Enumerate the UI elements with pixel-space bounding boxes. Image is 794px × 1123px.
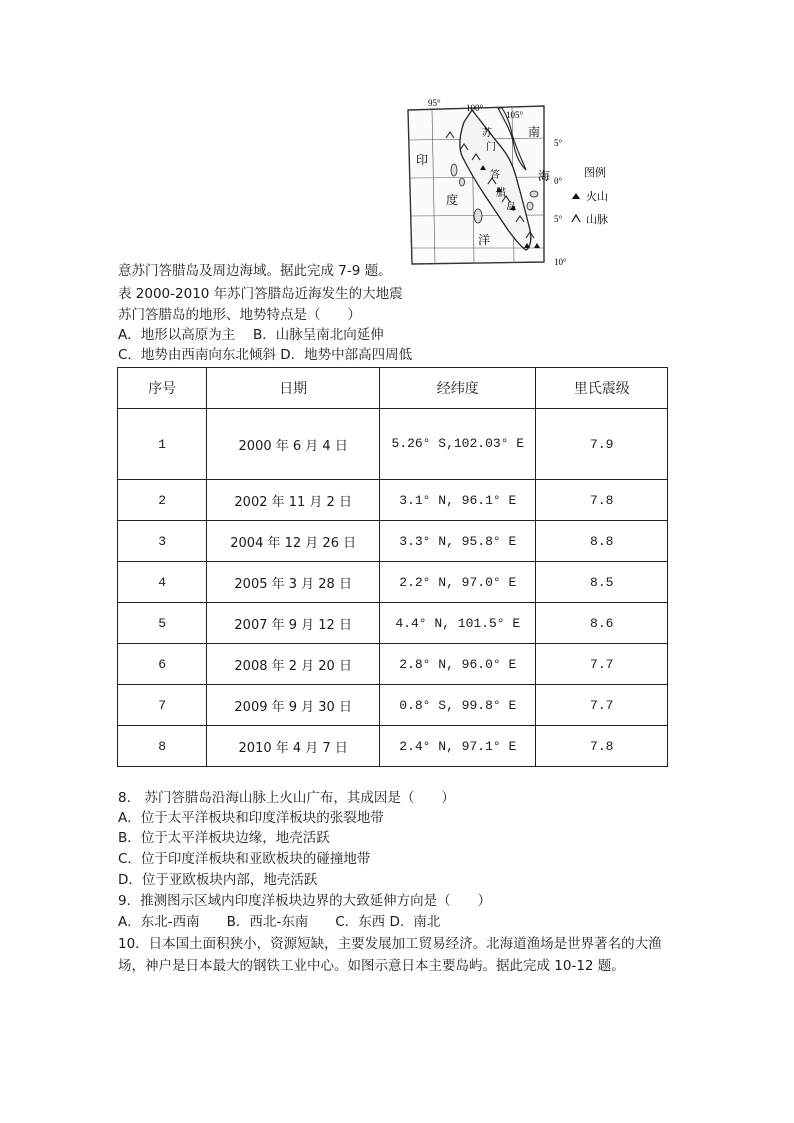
q7-options-ab: A．地形以高原为主 B．山脉呈南北向延伸 — [118, 327, 384, 343]
cell-magnitude: 7.9 — [536, 409, 668, 480]
q8-option-d: D．位于亚欧板块内部，地壳活跃 — [118, 872, 318, 888]
table-row — [118, 603, 668, 644]
cell-date: 2005 年 3 月 28 日 — [207, 562, 380, 603]
cell-no: 3 — [118, 521, 207, 562]
table-row — [118, 480, 668, 521]
legend-volcano-label: 火山 — [586, 190, 608, 203]
lat-label-5s: 5° — [554, 214, 563, 224]
table-row — [118, 726, 668, 767]
legend-mountain-label: 山脉 — [586, 213, 608, 226]
lon-label-100: 100° — [466, 103, 484, 113]
cell-date: 2004 年 12 月 26 日 — [207, 521, 380, 562]
cell-magnitude: 7.8 — [536, 726, 668, 767]
intro-line-1: 意苏门答腊岛及周边海域。据此完成 7-9 题。 — [118, 263, 392, 279]
label-yang: 洋 — [478, 233, 491, 247]
q9-options: A．东北-西南 B．西北-东南 C．东西 D．南北 — [118, 914, 441, 930]
table-row — [118, 521, 668, 562]
header-no: 序号 — [118, 368, 207, 409]
cell-date: 2010 年 4 月 7 日 — [207, 726, 380, 767]
header-magnitude: 里氏震级 — [536, 368, 668, 409]
island-char-su: 苏 — [482, 128, 492, 139]
cell-magnitude: 8.6 — [536, 603, 668, 644]
lat-label-5n: 5° — [554, 138, 563, 148]
cell-no: 4 — [118, 562, 207, 603]
cell-date: 2007 年 9 月 12 日 — [207, 603, 380, 644]
lon-label-95: 95° — [428, 98, 441, 108]
cell-coord: 5.26° S,102.03° E — [380, 409, 536, 480]
table-row — [118, 562, 668, 603]
earthquake-table — [117, 367, 668, 767]
island-char-la: 腊 — [496, 188, 506, 199]
cell-coord: 2.2° N, 97.0° E — [380, 562, 536, 603]
q7-options-cd: C．地势由西南向东北倾斜 D．地势中部高四周低 — [118, 347, 413, 363]
q9-stem: 9．推测图示区域内印度洋板块边界的大致延伸方向是（ ） — [118, 893, 492, 909]
table-row — [118, 685, 668, 726]
cell-coord: 0.8° S, 99.8° E — [380, 685, 536, 726]
island-char-da: 答 — [490, 170, 500, 181]
cell-no: 8 — [118, 726, 207, 767]
label-nan: 南 — [528, 125, 541, 139]
volcano-icon — [572, 193, 580, 199]
cell-no: 7 — [118, 685, 207, 726]
header-date: 日期 — [207, 368, 380, 409]
cell-no: 1 — [118, 409, 207, 480]
cell-no: 2 — [118, 480, 207, 521]
table-caption: 表 2000-2010 年苏门答腊岛近海发生的大地震 — [118, 286, 403, 302]
q8-option-a: A．位于太平洋板块和印度洋板块的张裂地带 — [118, 810, 384, 826]
label-hai: 海 — [538, 169, 551, 183]
legend-title: 图例 — [584, 166, 606, 179]
q7-stem: 苏门答腊岛的地形、地势特点是（ ） — [118, 307, 361, 323]
cell-coord: 2.8° N, 96.0° E — [380, 644, 536, 685]
label-yin: 印 — [416, 153, 429, 167]
island-char-dao: 岛 — [506, 202, 516, 213]
sumatra-map — [402, 98, 632, 270]
q10-line-1: 10．日本国土面积狭小，资源短缺，主要发展加工贸易经济。北海道渔场是世界著名的大渔 — [118, 936, 662, 952]
cell-date: 2000 年 6 月 4 日 — [207, 409, 380, 480]
cell-no: 6 — [118, 644, 207, 685]
mountain-icon — [572, 215, 580, 222]
cell-magnitude: 8.5 — [536, 562, 668, 603]
q8-stem: 8. 苏门答腊岛沿海山脉上火山广布，其成因是（ ） — [118, 790, 455, 806]
cell-date: 2009 年 9 月 30 日 — [207, 685, 380, 726]
lat-label-0: 0° — [554, 176, 563, 186]
q10-line-2: 场，神户是日本最大的钢铁工业中心。如图示意日本主要岛屿。据此完成 10-12 题。 — [118, 958, 625, 974]
cell-date: 2002 年 11 月 2 日 — [207, 480, 380, 521]
cell-magnitude: 7.7 — [536, 685, 668, 726]
cell-coord: 3.3° N, 95.8° E — [380, 521, 536, 562]
cell-coord: 4.4° N, 101.5° E — [380, 603, 536, 644]
cell-magnitude: 8.8 — [536, 521, 668, 562]
lon-label-105: 105° — [506, 110, 524, 120]
cell-coord: 2.4° N, 97.1° E — [380, 726, 536, 767]
cell-coord: 3.1° N, 96.1° E — [380, 480, 536, 521]
cell-no: 5 — [118, 603, 207, 644]
q8-option-c: C．位于印度洋板块和亚欧板块的碰撞地带 — [118, 851, 371, 867]
header-coord: 经纬度 — [380, 368, 536, 409]
island-char-men: 门 — [486, 142, 496, 153]
cell-date: 2008 年 2 月 20 日 — [207, 644, 380, 685]
label-du: 度 — [446, 193, 459, 207]
cell-magnitude: 7.8 — [536, 480, 668, 521]
table-row — [118, 644, 668, 685]
lat-label-10s: 10° — [554, 257, 567, 267]
table-header-row — [118, 368, 668, 409]
q8-option-b: B．位于太平洋板块边缘，地壳活跃 — [118, 830, 330, 846]
table-row — [118, 409, 668, 480]
cell-magnitude: 7.7 — [536, 644, 668, 685]
